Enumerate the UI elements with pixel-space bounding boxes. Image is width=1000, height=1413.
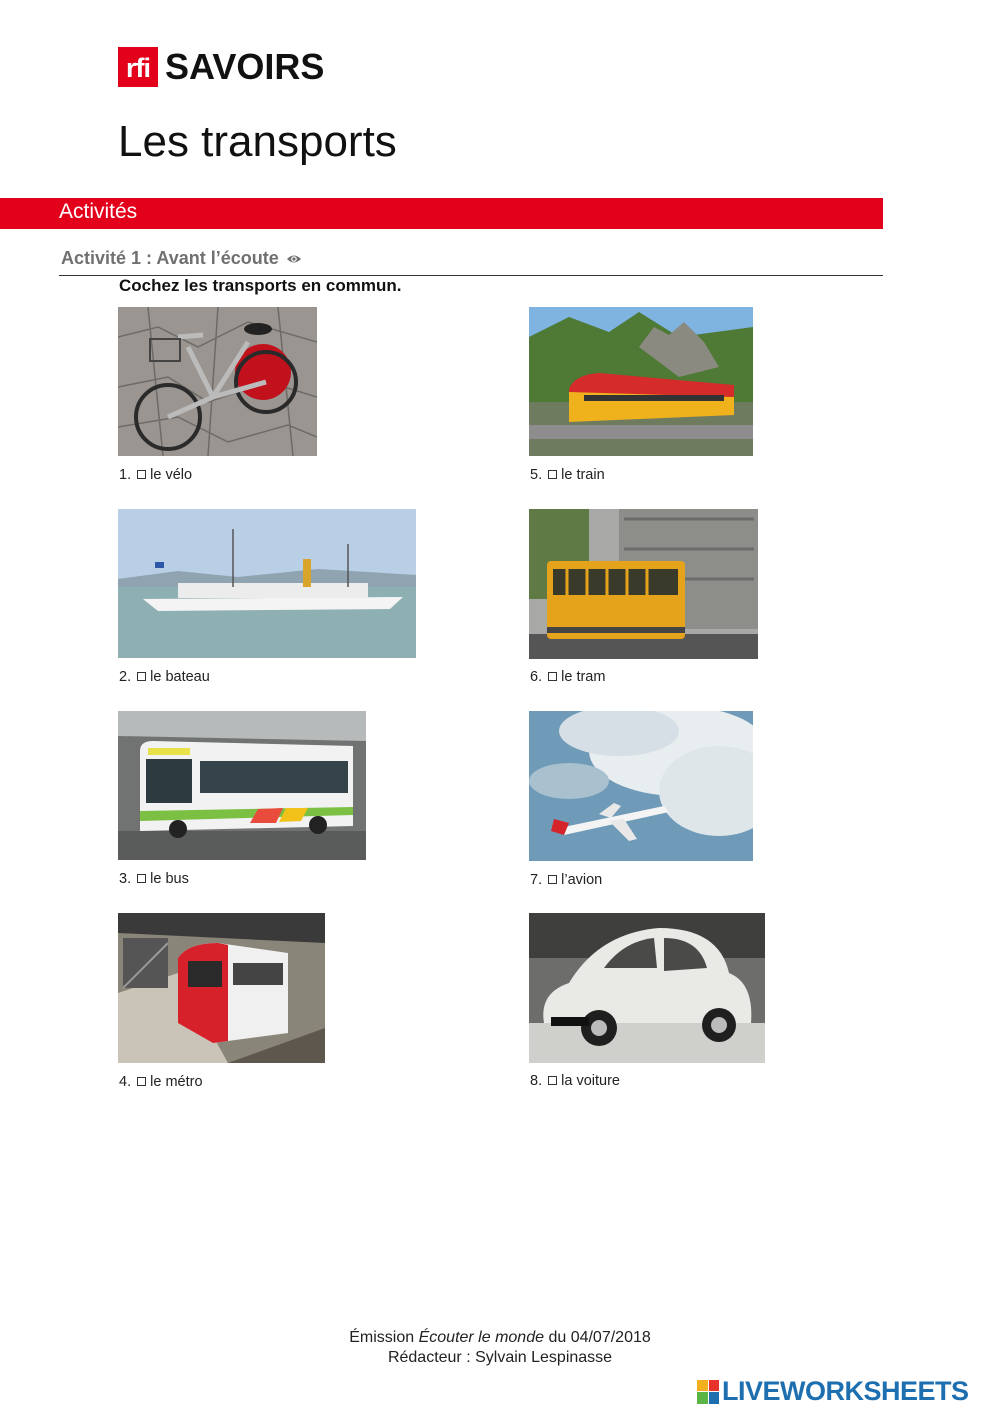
- item-5[interactable]: 5. le train: [530, 467, 605, 483]
- item-3[interactable]: 3. le bus: [119, 871, 189, 887]
- liveworksheets-watermark: [697, 1376, 969, 1407]
- photo-bicycle: [118, 307, 317, 456]
- checkbox[interactable]: [137, 470, 146, 479]
- item-6[interactable]: 6. le tram: [530, 669, 606, 685]
- footer-author: Rédacteur : Sylvain Lespinasse: [387, 1349, 613, 1366]
- footer-emission: Émission Écouter le monde du 04/07/2018: [349, 1329, 651, 1346]
- checkbox[interactable]: [137, 1077, 146, 1086]
- item-8[interactable]: 8. la voiture: [530, 1073, 620, 1089]
- section-label: Activités: [59, 200, 138, 223]
- liveworksheets-icon: [697, 1380, 719, 1404]
- item-4[interactable]: 4. le métro: [119, 1074, 203, 1090]
- savoirs-wordmark: SAVOIRS: [165, 46, 325, 87]
- photo-train: [529, 307, 753, 456]
- photo-car: [529, 913, 765, 1063]
- instruction: Cochez les transports en commun.: [119, 276, 402, 295]
- photo-bus: [118, 711, 366, 860]
- item-2[interactable]: 2. le bateau: [119, 669, 210, 685]
- eye-icon: [286, 253, 302, 265]
- checkbox[interactable]: [548, 875, 557, 884]
- item-1[interactable]: 1. le vélo: [119, 467, 193, 483]
- rfi-savoirs-logo: [118, 47, 324, 87]
- emission-title: Écouter le monde: [418, 1329, 544, 1346]
- rfi-logo-mark: rfi: [118, 47, 158, 87]
- photo-boat: [118, 509, 416, 658]
- checkbox[interactable]: [548, 1076, 557, 1085]
- checkbox[interactable]: [548, 470, 557, 479]
- checkbox[interactable]: [548, 672, 557, 681]
- activity-title: Activité 1 : Avant l’écoute: [61, 248, 279, 268]
- checkbox[interactable]: [137, 672, 146, 681]
- photo-airplane: [529, 711, 753, 861]
- checkbox[interactable]: [137, 874, 146, 883]
- photo-metro: [118, 913, 325, 1063]
- liveworksheets-text: LIVEWORKSHEETS: [722, 1376, 969, 1406]
- item-7[interactable]: 7. l’avion: [530, 872, 603, 888]
- activity-heading: [61, 248, 302, 269]
- page-title: Les transports: [118, 117, 397, 166]
- photo-tram: [529, 509, 758, 659]
